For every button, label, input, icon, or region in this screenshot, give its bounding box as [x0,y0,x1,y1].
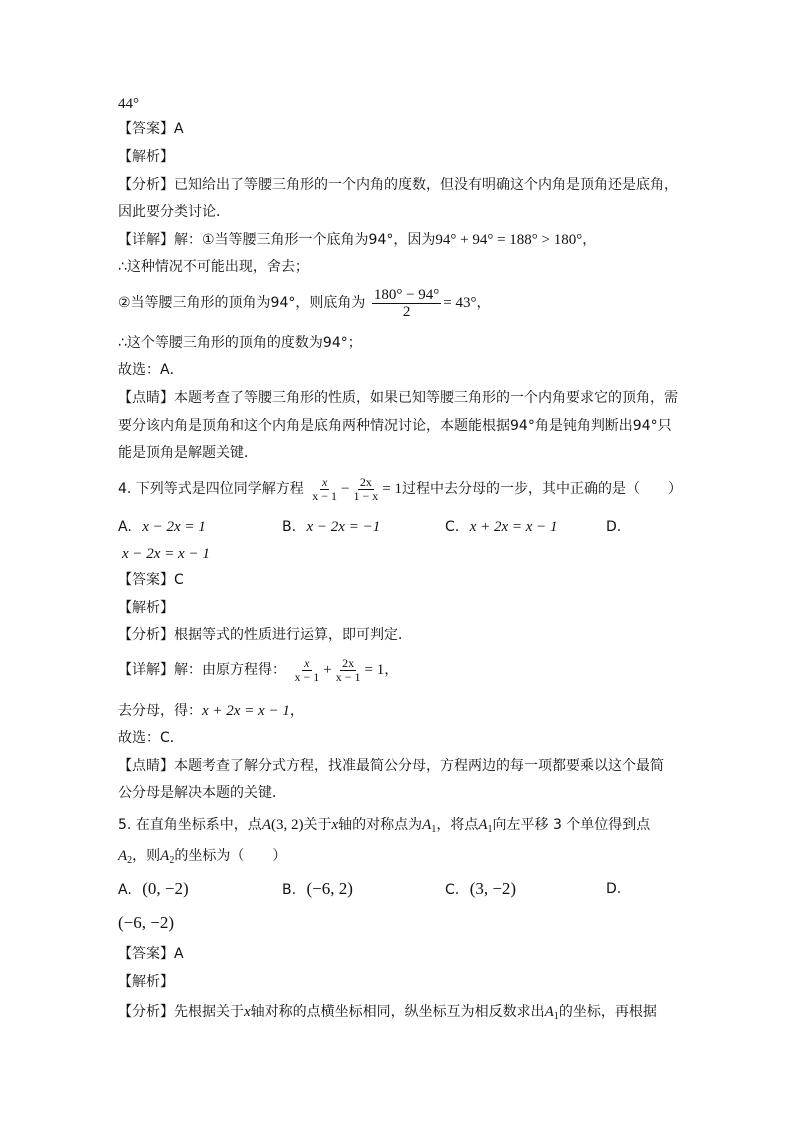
q4-stem-suffix: 过程中去分母的一步，其中正确的是（ ） [402,481,683,497]
q4-stem-prefix: 4. 下列等式是四位同学解方程 [118,481,304,497]
q3-conclusion: ∴这个等腰三角形的顶角的度数为94°； [118,335,362,351]
q3-case2-prefix: ②当等腰三角形的顶角为94°，则底角为 [118,295,366,311]
option-label: C. [445,882,460,898]
q4-stem-fraction-1 [310,476,339,503]
fraction-denominator: x − 1 [312,488,338,503]
q4-xiangjie-fraction-2 [334,657,363,684]
option-math: (3, −2) [469,879,517,898]
option-label: B. [282,882,297,898]
q3-dianjing-line-1: 【点睛】本题考查了等腰三角形的性质，如果已知等腰三角形的一个内角要求它的顶角，需 [118,390,678,406]
point-a1-label: A [478,817,488,833]
q4-option-a [118,517,206,537]
q4-xiangjie-suffix: ， [384,662,399,678]
q5-option-a [118,879,189,900]
q4-stem-fraction-2 [352,476,381,503]
q5-stem-part: 关于 [303,817,332,833]
fraction-denominator: 1 − x [353,488,379,503]
subscript: 1 [553,1011,559,1022]
x-variable: x [244,1004,251,1020]
q4-qu-suffix: ， [289,703,304,719]
fraction-denominator: 2 [402,303,411,320]
q3-xiangjie-prefix: 【详解】解：①当等腰三角形一个底角为94°，因为 [118,232,436,248]
x-variable: x [331,817,339,833]
q4-stem [118,472,682,506]
subscript: 1 [431,824,437,835]
plus-sign: + [323,662,332,678]
q4-xiangjie-prefix: 【详解】解：由原方程得： [118,662,286,678]
q3-analysis-label: 【解析】 [118,149,174,165]
point-a-label: A [261,817,271,833]
q4-fenxi: 【分析】根据等式的性质进行运算，即可判定． [118,627,412,643]
option-math: (−6, −2) [118,913,174,932]
q4-option-b [282,517,380,537]
q3-not-possible-line: ∴这种情况不可能出现，舍去； [118,259,309,275]
subscript: 1 [487,824,493,835]
q5-answer: 【答案】A [118,946,184,962]
option-label: D. [606,519,622,535]
fraction-denominator: x − 1 [335,669,361,684]
fraction-numerator: x [321,474,328,489]
q3-choose: 故选：A． [118,362,184,378]
q5-option-b [282,879,353,900]
q3-dianjing-line-3: 能是顶角是解题关键． [118,445,258,461]
point-a2-label: A [118,848,128,864]
fraction-numerator: 2x [359,474,372,489]
q4-dianjing-line-2: 公分母是解决本题的关键． [118,785,286,801]
q3-answer: 【答案】A [118,121,184,137]
option-math: x + 2x = x − 1 [469,519,558,535]
q3-case2-suffix: ， [476,295,491,311]
option-label: A. [118,519,132,535]
q5-stem-part: 的坐标为（ ） [174,848,287,864]
point-a1-label: A [422,817,432,833]
fraction-numerator: 2x [342,655,355,670]
option-math: (−6, 2) [306,879,353,898]
point-a2-label: A [160,848,170,864]
q5-option-d [606,879,621,899]
q3-fenxi-line-1: 【分析】已知给出了等腰三角形的一个内角的度数，但没有明确这个内角是顶角还是底角， [118,177,678,193]
option-label: C. [445,519,460,535]
fraction-numerator: x [304,655,310,670]
q5-stem-part: 轴的对称点为 [338,817,423,833]
option-label: A. [118,882,132,898]
q3-option-d-value: 44° [118,96,139,112]
subscript: 2 [169,855,175,866]
q4-choose: 故选：C． [118,730,184,746]
q5-fenxi-part: 的坐标，再根据 [558,1004,657,1020]
equation-rhs: = 1 [364,662,385,678]
q3-xiangjie-math: 94° + 94° = 188° > 180° [435,232,583,248]
q5-fenxi-part: 轴对称的点横坐标相同，纵坐标互为相反数求出 [250,1004,545,1020]
q4-analysis-label: 【解析】 [118,600,174,616]
q5-fenxi-line [118,1002,657,1027]
q5-analysis-label: 【解析】 [118,974,174,990]
q5-stem-part: ，则 [132,848,161,864]
q5-stem-line-2 [118,846,286,871]
q5-option-c [445,879,516,900]
q3-dianjing-line-2: 要分该内角是顶角和这个内角是底角两种情况讨论，本题能根据94°角是钝角判断出94°只 [118,418,672,434]
minus-sign: − [341,481,350,497]
option-label: B. [282,519,297,535]
q5-stem-part: 向左平移 3 个单位得到点 [492,817,651,833]
q5-stem-part: ，将点 [436,817,479,833]
q4-qu-math: x + 2x = x − 1 [202,703,290,719]
option-math: x − 2x = 1 [142,519,206,535]
q3-fenxi-line-2: 因此要分类讨论． [118,204,230,220]
q3-case2-result: = 43° [443,295,477,311]
q4-option-d-math [122,544,210,564]
equation-rhs: = 1 [382,481,403,497]
point-a-coords: (3, 2) [270,817,304,833]
option-math: x − 2x = −1 [306,519,381,535]
fraction-numerator: 180° − 94° [373,286,440,303]
q5-fenxi-part: 【分析】先根据关于 [118,1004,244,1020]
q4-option-d [606,517,621,537]
q4-dianjing-line-1: 【点睛】本题考查了解分式方程，找准最简公分母，方程两边的每一项都要乘以这个最简 [118,758,664,774]
q4-option-c [445,517,558,537]
q5-stem-line-1 [118,815,650,840]
option-math: (0, −2) [142,879,189,898]
q5-option-d-math [118,913,174,934]
q3-xiangjie-line [118,230,596,250]
fraction-denominator: x − 1 [294,669,320,684]
option-label: D. [606,881,622,897]
option-math: x − 2x = x − 1 [122,546,210,562]
q4-qu-fenmu-line [118,701,304,721]
q4-answer: 【答案】C [118,572,184,588]
subscript: 2 [127,855,133,866]
q4-xiangjie-fraction-1 [292,657,321,684]
point-a1-label: A [544,1004,554,1020]
q5-stem-part: 5. 在直角坐标系中，点 [118,817,262,833]
q4-qu-prefix: 去分母，得： [118,703,202,719]
q3-xiangjie-suffix: ， [582,232,597,248]
q3-case2-line [118,285,491,321]
q3-case2-fraction [372,287,441,320]
q4-xiangjie-line [118,653,398,687]
